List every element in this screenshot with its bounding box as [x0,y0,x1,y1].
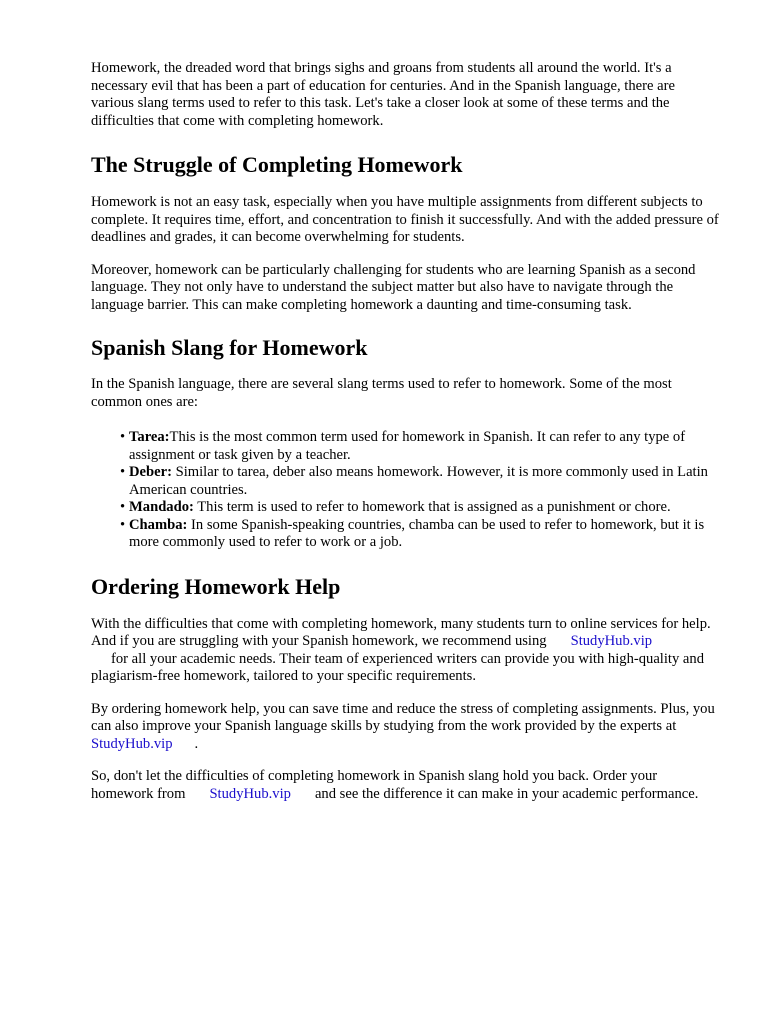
list-item-deber [120,464,721,499]
bullet-icon: • [120,464,126,480]
struggle-paragraph-2: Moreover, homework can be particularly challenging for students who are learning Spanish as a second language. They not only have to understand the subject matter but also have to navigate through the language barrier. This can make completing homework a daunting and time-consuming task. [91,261,696,313]
ordering-paragraph-2-text-after: . [194,735,199,752]
term-label: Deber: [129,464,172,480]
ordering-paragraph-3-text-before: So, don't let the difficulties of completing homework in Spanish slang hold you back. Order your homework from [91,768,658,802]
term-description: This term is used to refer to homework that is assigned as a punishment or chore. [193,499,671,515]
ordering-paragraph-3 [91,768,721,803]
list-item-mandado [120,499,721,517]
heading-struggle: The Struggle of Completing Homework [91,152,463,177]
term-label: Chamba: [129,516,188,533]
ordering-paragraph-2-text-before: By ordering homework help, you can save time and reduce the stress of completing assignments. Plus, you can also improve your Spanish language skills by studying from the work provided by the experts at [91,700,715,734]
studyhub-link[interactable]: StudyHub.vip [91,735,173,752]
list-item-chamba [120,516,721,552]
studyhub-link[interactable]: StudyHub.vip [570,633,653,649]
heading-ordering: Ordering Homework Help [91,573,341,599]
term-description: This is the most common term used for homework in Spanish. It can refer to any type of assignment or task given by a teacher. [129,429,686,463]
ordering-paragraph-2 [91,701,721,754]
intro-paragraph: Homework, the dreaded word that brings sighs and groans from students all around the world. It's a necessary evil that has been a part of education for centuries. And in the Spanish language, there are various slang terms used to refer to this task. Let's take a closer look at some of these terms and the difficulties that come with completing homework. [91,60,675,129]
document-page [91,60,721,803]
struggle-paragraph-1: Homework is not an easy task, especially when you have multiple assignments from different subjects to complete. It requires time, effort, and concentration to finish it successfully. And with the added pressure of deadlines and grades, it can become overwhelming for students. [91,194,719,245]
term-label: Mandado: [129,499,194,515]
ordering-paragraph-1 [91,616,721,686]
studyhub-link[interactable]: StudyHub.vip [209,785,291,802]
term-description: In some Spanish-speaking countries, chamba can be used to refer to homework, but it is more commonly used to refer to work or a job. [129,516,705,550]
list-item-tarea [120,429,721,464]
heading-slang: Spanish Slang for Homework [91,335,368,360]
term-label: Tarea: [129,429,170,445]
ordering-paragraph-3-text-after: and see the difference it can make in your academic performance. [314,785,699,802]
slang-terms-list [91,429,721,552]
term-description: Similar to tarea, deber also means homework. However, it is more commonly used in Latin American countries. [129,464,708,498]
bullet-icon: • [120,429,126,445]
bullet-icon: • [120,516,126,533]
bullet-icon: • [120,499,126,515]
slang-intro-paragraph: In the Spanish language, there are several slang terms used to refer to homework. Some of the most common ones are: [91,376,672,410]
ordering-paragraph-1-text-before: With the difficulties that come with completing homework, many students turn to online services for help. And if you are struggling with your Spanish homework, we recommend using [91,615,711,649]
ordering-paragraph-1-text-after: for all your academic needs. Their team of experienced writers can provide you with high-quality and plagiarism-free homework, tailored to your specific requirements. [91,650,704,684]
